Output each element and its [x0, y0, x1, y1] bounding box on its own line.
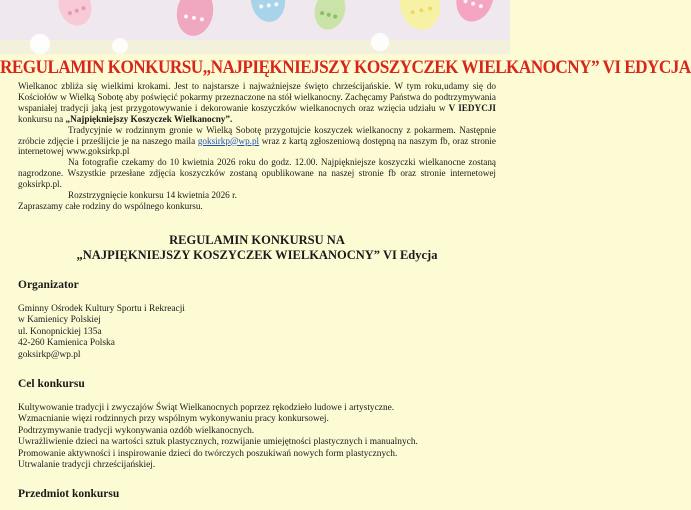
contest-name: „Najpiękniejszy Koszyczek Wielkanocny”. [65, 113, 233, 124]
intro-paragraph-2: Tradycyjnie w rodzinnym gronie w Wielką Sobotę przygotujcie koszyczek wielkanocny z pokarmem. Następnie zróbcie zdjęcie i prześlijcie je na naszego maila goksirkp@wp.pl wraz z kartą zgłoszeniową dostępną na naszym fb, oraz stronie internetowej www.goksirkp.pl [18, 124, 497, 157]
intro-paragraph-4: Rozstrzygnięcie konkursu 14 kwietnia 2026 r. [68, 190, 237, 201]
easter-eggs-banner [0, 0, 510, 54]
page-title: REGULAMIN KONKURSU„NAJPIĘKNIEJSZY KOSZYCZEK WIELKANOCNY” VI EDYCJA [0, 56, 691, 78]
subject-heading: Przedmiot konkursu [18, 488, 120, 501]
goal-item: Utrwalanie tradycji chrześcijańskiej. [18, 459, 156, 470]
goal-item: Wzmacnianie więzi rodzinnych przy wspólnym wykonywaniu pracy konkursowej. [18, 414, 329, 425]
organizer-list: Gminny Ośrodek Kultury Sportu i Rekreacji w Kamienicy Polskiej ul. Konopnickiej 135a 42-260 Kamienica Polska goksirkp@wp.pl [18, 304, 496, 361]
easter-eggs-image [0, 0, 510, 54]
intro-paragraph-3: Na fotografie czekamy do 10 kwietnia 2026 roku do godz. 12.00. Najpiękniejsze koszyczki wielkanocne zostaną nagrodzone. Wszystkie przesłane zdjęcia koszyczków zostaną opublikowane na naszej stronie fb oraz stronie internetowej goksirkp.pl. [18, 157, 496, 190]
goal-item: Promowanie aktywności i inspirowanie dzieci do twórczych poszukiwań nowych form plastycznych. [18, 448, 398, 459]
intro-paragraph-1: Wielkanoc zbliża się wielkimi krokami. Jest to najstarsze i najważniejsze święto chrześcijańskie. W tym roku,udamy się do Kościołów w Wielką Sobotę aby poświęcić pokarmy przeznaczone na stół wielkanocny. Zachęcamy Państwa do podtrzymywania wspaniałej tradycji jaką jest przygotowywanie i dekorowanie koszyczków wielkanocnych oraz wzięcia udziału w V IEDYCJI konkursu na „Najpiękniejszy Koszyczek Wielkanocny”. [18, 81, 496, 124]
goal-list [18, 403, 496, 471]
organizer-email: goksirkp@wp.pl [18, 349, 81, 360]
goal-heading: Cel konkursu [18, 377, 85, 390]
goal-item: Podtrzymywanie tradycji wykonywania ozdób wielkanocnych. [18, 425, 255, 436]
goal-item: Kultywowanie tradycji i zwyczajów Świąt Wielkanocnych poprzez rękodzieło ludowe i artystyczne. [18, 402, 395, 413]
intro-paragraph-5: Zapraszamy całe rodziny do wspólnego konkursu. [18, 200, 203, 211]
email-link[interactable]: goksirkp@wp.pl [197, 135, 260, 146]
regulations-heading: REGULAMIN KONKURSU NA „NAJPIĘKNIEJSZY KOSZYCZEK WIELKANOCNY” VI Edycja [76, 232, 438, 262]
document-body [18, 81, 496, 501]
goal-item: Uwrażliwienie dzieci na wartości sztuk plastycznych, rozwijanie umiejętności plastycznych i manualnych. [18, 437, 418, 448]
organizer-heading: Organizator [18, 278, 79, 291]
edition-label: V IEDYCJI [448, 102, 496, 113]
